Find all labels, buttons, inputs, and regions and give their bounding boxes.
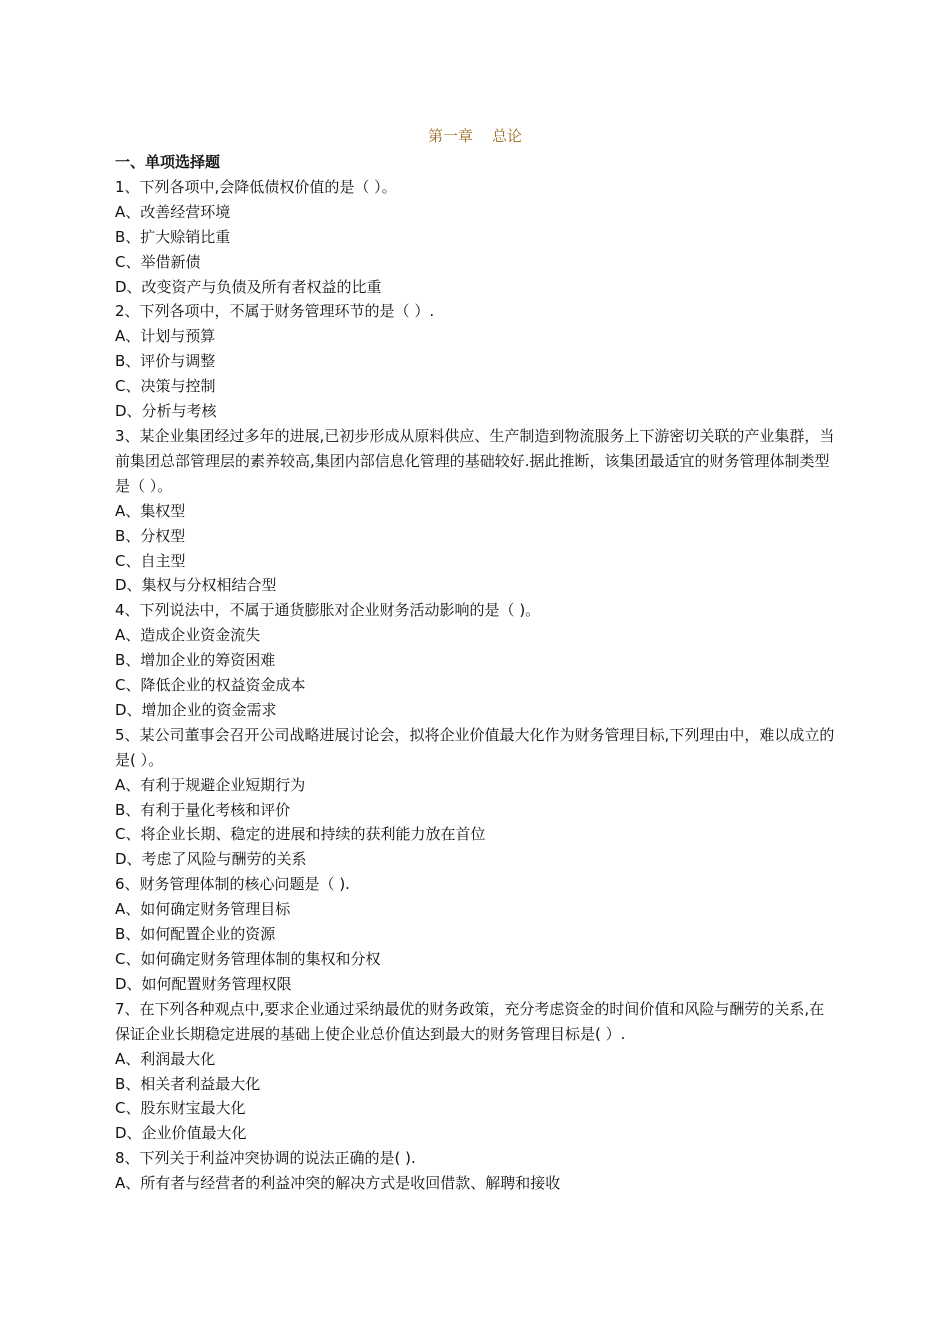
question-stem: 2、下列各项中，不属于财务管理环节的是（ ）. [115,302,435,321]
answer-option: C、如何确定财务管理体制的集权和分权 [115,950,381,968]
answer-option: C、降低企业的权益资金成本 [115,676,306,695]
answer-option: C、举借新债 [115,252,201,271]
answer-option: A、计划与预算 [115,327,216,346]
answer-option: A、利润最大化 [115,1049,216,1068]
answer-option: D、考虑了风险与酬劳的关系 [115,850,307,869]
answer-option: D、增加企业的资金需求 [115,700,277,719]
answer-option: A、改善经营环境 [115,202,231,221]
answer-option: C、将企业长期、稳定的进展和持续的获利能力放在首位 [115,825,486,844]
question-list [115,175,837,1196]
question-stem: 8、下列关于利益冲突协调的说法正确的是( ). [115,1149,416,1168]
answer-option: B、相关者利益最大化 [115,1074,261,1093]
answer-option: B、如何配置企业的资源 [115,925,276,944]
chapter-title: 第一章 总论 [427,127,523,145]
question-stem: 5、某公司董事会召开公司战略进展讨论会，拟将企业价值最大化作为财务管理目标,下列理由中，难以成立的是( ）。 [115,725,835,769]
answer-option: B、增加企业的筹资困难 [115,651,276,670]
answer-option: D、如何配置财务管理权限 [115,974,292,993]
answer-option: C、股东财宝最大化 [115,1099,246,1118]
document-body [115,150,837,1196]
answer-option: B、评价与调整 [115,352,216,371]
question-stem: 6、财务管理体制的核心问题是（ ). [115,875,350,894]
answer-option: C、决策与控制 [115,377,216,396]
section-heading: 一、单项选择题 [115,153,221,171]
answer-option: A、如何确定财务管理目标 [115,900,291,919]
answer-option: B、扩大赊销比重 [115,227,231,246]
answer-option: D、改变资产与负债及所有者权益的比重 [115,277,382,296]
answer-option: B、分权型 [115,526,186,545]
answer-option: A、集权型 [115,501,186,520]
answer-option: D、集权与分权相结合型 [115,576,277,595]
answer-option: D、分析与考核 [115,402,217,421]
answer-option: D、企业价值最大化 [115,1124,247,1143]
answer-option: C、自主型 [115,551,186,570]
question-stem: 7、在下列各种观点中,要求企业通过采纳最优的财务政策，充分考虑资金的时间价值和风险与酬劳的关系,在保证企业长期稳定进展的基础上使企业总价值达到最大的财务管理目标是( ）. [115,999,825,1043]
question-stem: 3、某企业集团经过多年的进展,已初步形成从原料供应、生产制造到物流服务上下游密切关联的产业集群，当前集团总部管理层的素养较高,集团内部信息化管理的基础较好.据此推断，该集团最适宜的财务管理体制类型是（ ）。 [115,426,835,495]
answer-option: A、造成企业资金流失 [115,626,261,645]
answer-option: B、有利于量化考核和评价 [115,800,291,819]
question-stem: 4、下列说法中，不属于通货膨胀对企业财务活动影响的是（ )。 [115,601,541,620]
answer-option: A、所有者与经营者的利益冲突的解决方式是收回借款、解聘和接收 [115,1174,561,1193]
question-stem: 1、下列各项中,会降低债权价值的是（ ）。 [115,177,397,196]
answer-option: A、有利于规避企业短期行为 [115,775,306,794]
